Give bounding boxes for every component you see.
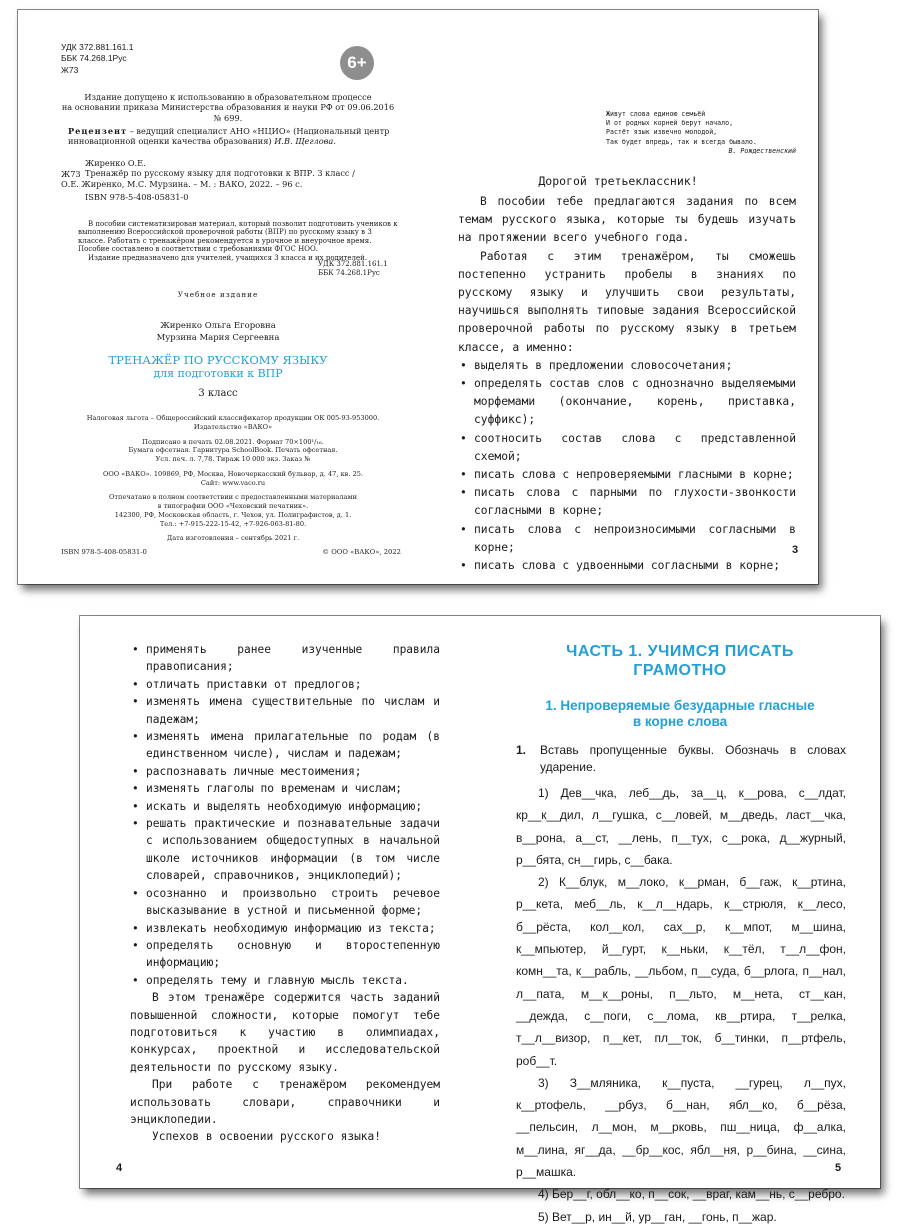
preface-text [458, 193, 799, 575]
bib-isbn: ISBN 978-5-408-05831-0 [85, 191, 189, 202]
footer-copyright: © ООО «ВАКО», 2022 [322, 548, 401, 556]
skill-item: • изменять глаголы по временам и числам; [130, 780, 440, 797]
footer-isbn: ISBN 978-5-408-05831-0 [61, 548, 147, 556]
author-code-line: Ж73 [61, 64, 79, 75]
approval-line: на основании приказа Министерства образования и науки РФ от 09.06.2016 № 699. [61, 102, 395, 123]
approval-line: Издание допущено к использованию в образовательном процессе [84, 92, 372, 102]
exercise-1 [516, 742, 846, 1228]
skill-item: • изменять имена существительные по числам и падежам; [130, 693, 440, 728]
skill-item: • решать практические и познавательные задачи с использованием общедоступных в начальной школе источников информации (в том числе словарей, справочников, энциклопедий); [130, 815, 440, 885]
publication-detail-line: Подписано в печать 02.08.2021. Формат 70×100¹/₁₆. [142, 437, 324, 446]
task-text: Вставь пропущенные буквы. Обозначь в словах ударение. [540, 743, 846, 774]
page-number: 5 [835, 1162, 842, 1174]
publication-details [68, 414, 398, 543]
skill-item: • осознанно и произвольно строить речевое высказывание в устной и письменной форме; [130, 885, 440, 920]
page-number: 4 [116, 1162, 123, 1174]
section-heading-line: 1. Непроверяемые безударные гласные [545, 698, 815, 713]
epigraph-line: И от родных корней берут начало, [606, 119, 734, 128]
skill-item: • соотносить состав слова с представленной схемой; [458, 430, 796, 466]
preface-continued-page [80, 616, 480, 1188]
reviewer-note [68, 126, 398, 147]
epigraph-line: Живут слова единою семьёй [606, 110, 706, 118]
bib-author: Жиренко О.Е. [85, 158, 146, 168]
skill-item: • писать слова с удвоенными согласными в корне; [458, 557, 796, 575]
book-subtitle: для подготовки к ВПР [153, 367, 283, 381]
epigraph-line: Растёт язык извечно молодой, [606, 128, 718, 137]
paragraph: Успехов в освоении русского языка! [152, 1130, 382, 1144]
edition-type: Учебное издание [177, 290, 259, 299]
bib-line: Тренажёр по русскому языку для подготовки к ВПР. 3 класс / [85, 168, 355, 179]
annotation [78, 220, 398, 262]
imprint-page [18, 10, 418, 584]
task-number: 1. [516, 743, 527, 757]
annotation-para: Издание предназначено для учителей, учащихся 3 класса и их родителей. [88, 253, 368, 262]
publication-detail-line: Усл. печ. л. 7,78. Тираж 10 000 экз. Заказ № [155, 455, 311, 464]
annotation-para: В пособии систематизирован материал, который позволит подготовить учеников к выполнению Всероссийской проверочной работы (ВПР) по русскому языку в 3 классе. Работать с тренажёром рекомендуется в урочное и внеурочное время. Пособие составлено в соответствии с требованиями ФГОС НОО. [78, 220, 398, 254]
book-spread-pages-2-3 [18, 10, 818, 584]
approval-note [58, 92, 398, 123]
part-heading-line: ГРАМОТНО [633, 662, 727, 680]
epigraph-author: В. Рождественский [728, 146, 796, 155]
skill-item: • писать слова с непроверяемыми гласными в корне; [458, 466, 796, 484]
word-group: 3) З__мляника, к__пуста, __гурец, л__пух, к__ртофель, __рбуз, б__нан, ябл__ко, б__рёза, __пельсин, л__мон, м__рковь, пш__ница, ф__алка, м__лина, яг__да, __бр__кос, ябл__ня, р__бина, __сина, р__машка. [516, 1075, 846, 1180]
reviewer-text: – ведущий специалист АНО «НЦИО» (Национальный центр инновационной оценки качества образования) [68, 126, 390, 147]
skill-item: • писать слова с парными по глухости-звонкости согласными в корне; [458, 484, 796, 520]
publication-detail-line: Дата изготовления – сентябрь 2021 г. [166, 534, 300, 543]
publication-detail-line: Сайт: www.vaco.ru [200, 478, 266, 487]
publication-detail-line: Тел.: +7-915-222-15-42, +7-926-063-81-80. [159, 519, 307, 528]
word-group: 1) Дев__чка, леб__дь, за__ц, к__рова, с__лдат, кр__к__дил, л__гушка, с__ловей, м__дведь, ласт__чка, в__рона, а__ст, __лень, п__тух, с__рока, д__журный, р__бята, сн__гирь, с__бака. [516, 786, 846, 867]
bib-code: Ж73 [61, 169, 81, 179]
reviewer-label: Рецензент [68, 126, 128, 136]
skill-item: • распознавать личные местоимения; [130, 763, 440, 780]
skill-item: • определять тему и главную мысль текста. [130, 972, 440, 989]
paragraph: Работая с этим тренажёром, ты сможешь постепенно устранить пробелы в знаниях по русскому языку и улучшить свои результаты, научишься выполнять типовые задания Всероссийской проверочной работы по русскому языку в третьем классе, а именно: [458, 249, 796, 354]
word-group: 2) К__блук, м__локо, к__рман, б__гаж, к__ртина, р__кета, меб__ль, к__л__ндарь, к__стрюля, к__лесо, б__рёста, кол__кол, сах__р, к__мпот, м__шина, к__мпьютер, й__гурт, к__ньки, к__тёл, т__л__фон, комн__та, к__рабль, __льбом, п__суда, б__рлога, п__нал, л__пата, м__к__роны, п__льто, м__нета, ст__кан, __дежда, с__поги, с__лома, кв__ртира, т__релка, т__л__визор, п__кет, пл__ток, б__тинки, п__ртфель, роб__т. [516, 875, 846, 1068]
authors-list [18, 320, 418, 345]
preface-continued-text [130, 641, 440, 1146]
bib-line: О.Е. Жиренко, М.С. Мурзина. – М. : ВАКО, 2022. – 96 с. [61, 178, 303, 189]
paragraph: В пособии тебе предлагаются задания по всем темам русского языка, которые ты будешь изучать на протяжении всего учебного года. [458, 195, 796, 245]
skill-item: • определять основную и второстепенную информацию; [130, 937, 440, 972]
greeting: Дорогой третьеклассник! [538, 174, 698, 188]
author-name: Жиренко Ольга Егоровна [160, 321, 276, 331]
task-instruction [516, 742, 846, 776]
book-spread-pages-4-5 [80, 616, 880, 1224]
publication-detail-line: Налоговая льгота – Общероссийский классификатор продукции ОК 005-93-953000. [86, 414, 380, 422]
skills-list [130, 641, 440, 989]
publication-detail-line: 142300, РФ, Московская область, г. Чехов, ул. Полиграфистов, д. 1. [114, 510, 352, 519]
book-grade: 3 класс [198, 388, 238, 399]
word-group: 5) Вет__р, ин__й, ур__ган, __гонь, п__жар. [538, 1209, 777, 1224]
part-heading-line: ЧАСТЬ 1. УЧИМСЯ ПИСАТЬ [566, 643, 794, 660]
publication-detail-line: в типографии ООО «Чеховский печатник». [157, 502, 309, 511]
publication-detail-line: Отпечатано в полном соответствии с предоставленными материалами [109, 493, 357, 502]
book-title-line: ТРЕНАЖЁР ПО РУССКОМУ ЯЗЫКУ [108, 353, 328, 367]
skills-list [458, 357, 799, 575]
paragraph: В этом тренажёре содержится часть заданий повышенной сложности, которые помогут тебе подготовиться к участию в олимпиадах, конкурсах, проектной и исследовательской деятельности по русскому языку. [130, 991, 440, 1074]
udk-bottom-line: ББК 74.268.1Рус [318, 269, 380, 278]
page-number: 3 [792, 544, 799, 556]
skill-item: • отличать приставки от предлогов; [130, 676, 440, 693]
skill-item: • писать слова с непроизносимыми согласными в корне; [458, 521, 796, 557]
section-heading [480, 698, 880, 730]
word-group: 4) Бер__г, обл__ко, п__сок, __враг, кам__нь, с__ребро. [538, 1187, 845, 1202]
preface-page [418, 10, 818, 584]
paragraph: При работе с тренажёром рекомендуем использовать словари, справочники и энциклопедии. [130, 1078, 440, 1126]
author-name: Мурзина Мария Сергеевна [156, 333, 280, 344]
bibliographic-record [61, 158, 401, 202]
publication-detail-line: Бумага офсетная. Гарнитура SchoolBook. Печать офсетная. [128, 446, 338, 455]
reviewer-name: И.В. Щеглова. [274, 136, 336, 147]
epigraph [606, 110, 796, 156]
udk-bottom [318, 260, 398, 278]
epigraph-line: Так будет впредь, так и всегда бывало. [606, 137, 757, 146]
skill-item: • искать и выделять необходимую информацию; [130, 798, 440, 815]
skill-item: • определять состав слов с однозначно выделяемыми морфемами (окончание, корень, приставка, суффикс); [458, 375, 796, 430]
age-rating-badge: 6+ [340, 46, 374, 80]
skill-item: • выделять в предложении словосочетания; [458, 357, 796, 375]
section-heading-line: в корне слова [632, 714, 728, 730]
skill-item: • применять ранее изученные правила правописания; [130, 641, 440, 676]
skill-item: • извлекать необходимую информацию из текста; [130, 920, 440, 937]
publication-detail-line: ООО «ВАКО». 109869, РФ, Москва, Новочеркасский бульвар, д. 47, кв. 25. [102, 469, 364, 478]
bbk-line: ББК 74.268.1Рус [61, 53, 127, 64]
udk-bottom-line: УДК 372.881.161.1 [318, 260, 388, 268]
part-heading [480, 642, 880, 680]
book-title [18, 353, 418, 381]
exercise-page [480, 616, 880, 1224]
imprint-footer [61, 548, 401, 556]
publication-detail-line: Издательство «ВАКО» [193, 422, 273, 431]
udk-block [61, 42, 191, 76]
skill-item: • изменять имена прилагательные по родам (в единственном числе), числам и падежам; [130, 728, 440, 763]
udk-line: УДК 372.881.161.1 [61, 42, 134, 52]
